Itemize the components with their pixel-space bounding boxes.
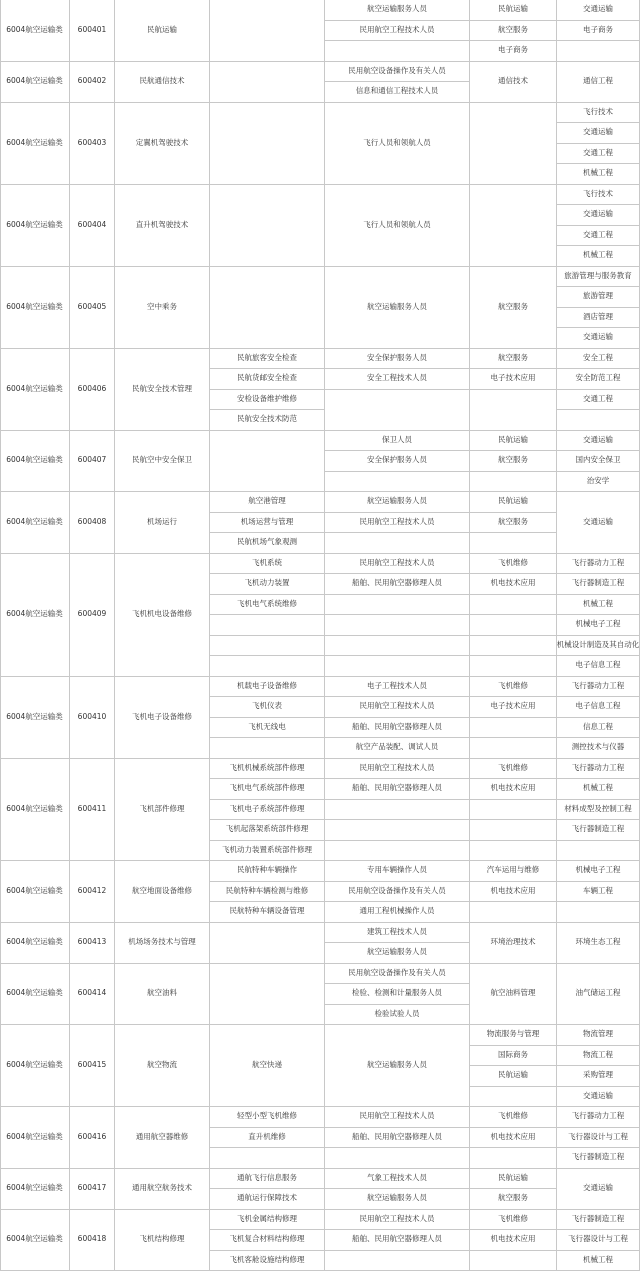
undergrad-major-cell: 采购管理 bbox=[557, 1066, 640, 1087]
category-cell: 6004航空运输类 bbox=[0, 1169, 70, 1210]
category-cell: 6004航空运输类 bbox=[0, 267, 70, 349]
secondary-major-cell bbox=[470, 820, 557, 841]
secondary-major-cell: 环境治理技术 bbox=[470, 923, 557, 964]
secondary-major-cell bbox=[470, 533, 557, 554]
secondary-major-cell: 民航运输 bbox=[470, 0, 557, 21]
major-code-cell: 600411 bbox=[70, 759, 115, 862]
major-code-cell: 600406 bbox=[70, 349, 115, 431]
category-cell: 6004航空运输类 bbox=[0, 964, 70, 1026]
occupation-cell bbox=[325, 636, 470, 657]
direction-cell: 飞机客舱设施结构修理 bbox=[210, 1251, 325, 1271]
undergrad-major-cell: 机械工程 bbox=[557, 779, 640, 800]
direction-cell bbox=[210, 103, 325, 185]
occupation-cell: 民用航空工程技术人员 bbox=[325, 1210, 470, 1231]
direction-cell: 航空快递 bbox=[210, 1025, 325, 1107]
undergrad-major-cell: 机械工程 bbox=[557, 164, 640, 185]
secondary-major-cell bbox=[470, 1148, 557, 1169]
secondary-major-cell: 民航运输 bbox=[470, 1066, 557, 1087]
occupation-cell bbox=[325, 533, 470, 554]
secondary-major-cell bbox=[470, 738, 557, 759]
secondary-major-cell: 国际商务 bbox=[470, 1046, 557, 1067]
undergrad-major-cell: 通信工程 bbox=[557, 62, 640, 103]
direction-cell: 飞机电气系统维修 bbox=[210, 595, 325, 616]
direction-cell: 民航旅客安全检查 bbox=[210, 349, 325, 370]
direction-cell: 飞机电子系统部件修理 bbox=[210, 800, 325, 821]
undergrad-major-cell: 飞行技术 bbox=[557, 185, 640, 206]
occupation-cell: 保卫人员 bbox=[325, 431, 470, 452]
secondary-major-cell: 飞机维修 bbox=[470, 554, 557, 575]
occupation-cell: 民用航空工程技术人员 bbox=[325, 554, 470, 575]
undergrad-major-cell: 飞行器动力工程 bbox=[557, 554, 640, 575]
direction-cell: 民航机场气象观测 bbox=[210, 533, 325, 554]
occupation-cell: 气象工程技术人员 bbox=[325, 1169, 470, 1190]
undergrad-major-cell: 交通运输 bbox=[557, 431, 640, 452]
direction-cell bbox=[210, 1148, 325, 1169]
occupation-cell: 船舶、民用航空器修理人员 bbox=[325, 1230, 470, 1251]
major-name-cell: 通用航空器维修 bbox=[115, 1107, 210, 1169]
occupation-cell bbox=[325, 472, 470, 493]
direction-cell bbox=[210, 923, 325, 964]
undergrad-major-cell: 物流管理 bbox=[557, 1025, 640, 1046]
undergrad-major-cell: 国内安全保卫 bbox=[557, 451, 640, 472]
secondary-major-cell bbox=[470, 718, 557, 739]
secondary-major-cell: 航空服务 bbox=[470, 349, 557, 370]
undergrad-major-cell: 电子信息工程 bbox=[557, 656, 640, 677]
secondary-major-cell bbox=[470, 595, 557, 616]
category-cell: 6004航空运输类 bbox=[0, 349, 70, 431]
direction-cell: 安检设备维护维修 bbox=[210, 390, 325, 411]
direction-cell: 飞机电气系统部件修理 bbox=[210, 779, 325, 800]
occupation-cell: 民用航空工程技术人员 bbox=[325, 759, 470, 780]
direction-cell bbox=[210, 62, 325, 103]
major-name-cell: 飞机电子设备维修 bbox=[115, 677, 210, 759]
occupation-cell bbox=[325, 1148, 470, 1169]
major-code-cell: 600405 bbox=[70, 267, 115, 349]
major-code-cell: 600416 bbox=[70, 1107, 115, 1169]
undergrad-major-cell: 机械设计制造及其自动化 bbox=[557, 636, 640, 657]
undergrad-major-cell: 飞行器制造工程 bbox=[557, 1148, 640, 1169]
occupation-cell: 检验、检测和计量服务人员 bbox=[325, 984, 470, 1005]
occupation-cell: 航空运输服务人员 bbox=[325, 0, 470, 21]
secondary-major-cell bbox=[470, 841, 557, 862]
secondary-major-cell bbox=[470, 902, 557, 923]
undergrad-major-cell: 旅游管理与服务教育 bbox=[557, 267, 640, 288]
direction-cell: 通航运行保障技术 bbox=[210, 1189, 325, 1210]
undergrad-major-cell: 酒店管理 bbox=[557, 308, 640, 329]
occupation-cell: 专用车辆操作人员 bbox=[325, 861, 470, 882]
major-name-cell: 机场运行 bbox=[115, 492, 210, 554]
major-code-cell: 600408 bbox=[70, 492, 115, 554]
undergrad-major-cell: 交通运输 bbox=[557, 1087, 640, 1108]
undergrad-major-cell: 飞行技术 bbox=[557, 103, 640, 124]
category-cell: 6004航空运输类 bbox=[0, 554, 70, 677]
occupation-cell: 民用航空设备操作及有关人员 bbox=[325, 882, 470, 903]
direction-cell bbox=[210, 738, 325, 759]
secondary-major-cell: 机电技术应用 bbox=[470, 1230, 557, 1251]
occupation-cell: 安全工程技术人员 bbox=[325, 369, 470, 390]
occupation-cell: 航空产品装配、调试人员 bbox=[325, 738, 470, 759]
direction-cell: 机场运营与管理 bbox=[210, 513, 325, 534]
major-name-cell: 空中乘务 bbox=[115, 267, 210, 349]
major-name-cell: 直升机驾驶技术 bbox=[115, 185, 210, 267]
secondary-major-cell: 飞机维修 bbox=[470, 1107, 557, 1128]
secondary-major-cell: 通信技术 bbox=[470, 62, 557, 103]
undergrad-major-cell: 物流工程 bbox=[557, 1046, 640, 1067]
direction-cell: 机载电子设备维修 bbox=[210, 677, 325, 698]
direction-cell bbox=[210, 656, 325, 677]
major-code-cell: 600415 bbox=[70, 1025, 115, 1107]
occupation-cell: 安全保护服务人员 bbox=[325, 451, 470, 472]
occupation-cell bbox=[325, 841, 470, 862]
category-cell: 6004航空运输类 bbox=[0, 861, 70, 923]
secondary-major-cell: 电子商务 bbox=[470, 41, 557, 62]
secondary-major-cell bbox=[470, 185, 557, 267]
occupation-cell: 通用工程机械操作人员 bbox=[325, 902, 470, 923]
category-cell: 6004航空运输类 bbox=[0, 62, 70, 103]
category-cell: 6004航空运输类 bbox=[0, 1107, 70, 1169]
occupation-cell: 船舶、民用航空器修理人员 bbox=[325, 574, 470, 595]
direction-cell: 飞机动力装置 bbox=[210, 574, 325, 595]
secondary-major-cell: 汽车运用与维修 bbox=[470, 861, 557, 882]
undergrad-major-cell: 飞行器制造工程 bbox=[557, 574, 640, 595]
occupation-cell: 电子工程技术人员 bbox=[325, 677, 470, 698]
secondary-major-cell bbox=[470, 1087, 557, 1108]
secondary-major-cell bbox=[470, 656, 557, 677]
major-name-cell: 民航安全技术管理 bbox=[115, 349, 210, 431]
secondary-major-cell: 物流服务与管理 bbox=[470, 1025, 557, 1046]
secondary-major-cell bbox=[470, 390, 557, 431]
direction-cell: 飞机起落架系统部件修理 bbox=[210, 820, 325, 841]
direction-cell bbox=[210, 615, 325, 636]
major-name-cell: 民航通信技术 bbox=[115, 62, 210, 103]
secondary-major-cell: 航空油料管理 bbox=[470, 964, 557, 1026]
direction-cell: 轻型小型飞机维修 bbox=[210, 1107, 325, 1128]
secondary-major-cell: 机电技术应用 bbox=[470, 1128, 557, 1149]
occupation-cell bbox=[325, 615, 470, 636]
secondary-major-cell: 民航运输 bbox=[470, 492, 557, 513]
occupation-cell: 民用航空工程技术人员 bbox=[325, 1107, 470, 1128]
major-code-cell: 600403 bbox=[70, 103, 115, 185]
secondary-major-cell bbox=[470, 636, 557, 657]
secondary-major-cell: 民航运输 bbox=[470, 431, 557, 452]
occupation-cell: 飞行人员和领航人员 bbox=[325, 185, 470, 267]
major-name-cell: 航空地面设备维修 bbox=[115, 861, 210, 923]
major-code-cell: 600412 bbox=[70, 861, 115, 923]
direction-cell bbox=[210, 0, 325, 62]
undergrad-major-cell: 飞行器动力工程 bbox=[557, 1107, 640, 1128]
major-code-cell: 600418 bbox=[70, 1210, 115, 1271]
occupation-cell: 民用航空工程技术人员 bbox=[325, 21, 470, 42]
category-cell: 6004航空运输类 bbox=[0, 677, 70, 759]
occupation-cell: 民用航空工程技术人员 bbox=[325, 513, 470, 534]
direction-cell: 民航安全技术防范 bbox=[210, 410, 325, 431]
occupation-cell: 信息和通信工程技术人员 bbox=[325, 82, 470, 103]
occupation-cell: 航空运输服务人员 bbox=[325, 1189, 470, 1210]
occupation-cell: 船舶、民用航空器修理人员 bbox=[325, 1128, 470, 1149]
major-name-cell: 航空物流 bbox=[115, 1025, 210, 1107]
undergrad-major-cell: 机械电子工程 bbox=[557, 615, 640, 636]
undergrad-major-cell: 电子商务 bbox=[557, 21, 640, 42]
occupation-cell bbox=[325, 595, 470, 616]
undergrad-major-cell: 信息工程 bbox=[557, 718, 640, 739]
undergrad-major-cell: 机械电子工程 bbox=[557, 861, 640, 882]
undergrad-major-cell: 交通运输 bbox=[557, 205, 640, 226]
major-name-cell: 飞机部件修理 bbox=[115, 759, 210, 862]
category-cell: 6004航空运输类 bbox=[0, 103, 70, 185]
undergrad-major-cell bbox=[557, 41, 640, 62]
undergrad-major-cell: 交通运输 bbox=[557, 492, 640, 554]
undergrad-major-cell: 交通运输 bbox=[557, 1169, 640, 1210]
secondary-major-cell bbox=[470, 1251, 557, 1271]
major-name-cell: 民航空中安全保卫 bbox=[115, 431, 210, 493]
undergrad-major-cell bbox=[557, 841, 640, 862]
occupation-cell bbox=[325, 390, 470, 431]
major-name-cell: 航空油料 bbox=[115, 964, 210, 1026]
direction-cell bbox=[210, 267, 325, 349]
occupation-cell: 检验试验人员 bbox=[325, 1005, 470, 1026]
undergrad-major-cell: 安全防范工程 bbox=[557, 369, 640, 390]
undergrad-major-cell: 机械工程 bbox=[557, 1251, 640, 1271]
undergrad-major-cell: 机械工程 bbox=[557, 595, 640, 616]
undergrad-major-cell: 交通工程 bbox=[557, 144, 640, 165]
undergrad-major-cell: 材料成型及控制工程 bbox=[557, 800, 640, 821]
undergrad-major-cell: 飞行器动力工程 bbox=[557, 759, 640, 780]
occupation-cell: 航空运输服务人员 bbox=[325, 1025, 470, 1107]
undergrad-major-cell: 旅游管理 bbox=[557, 287, 640, 308]
secondary-major-cell bbox=[470, 615, 557, 636]
major-name-cell: 民航运输 bbox=[115, 0, 210, 62]
undergrad-major-cell: 环境生态工程 bbox=[557, 923, 640, 964]
secondary-major-cell: 机电技术应用 bbox=[470, 779, 557, 800]
major-code-cell: 600407 bbox=[70, 431, 115, 493]
direction-cell: 航空港管理 bbox=[210, 492, 325, 513]
secondary-major-cell: 航空服务 bbox=[470, 451, 557, 472]
major-code-cell: 600410 bbox=[70, 677, 115, 759]
undergrad-major-cell: 治安学 bbox=[557, 472, 640, 493]
direction-cell: 飞机机械系统部件修理 bbox=[210, 759, 325, 780]
secondary-major-cell: 航空服务 bbox=[470, 1189, 557, 1210]
direction-cell: 飞机复合材料结构修理 bbox=[210, 1230, 325, 1251]
occupation-cell: 船舶、民用航空器修理人员 bbox=[325, 718, 470, 739]
direction-cell: 飞机动力装置系统部件修理 bbox=[210, 841, 325, 862]
occupation-cell: 民用航空设备操作及有关人员 bbox=[325, 964, 470, 985]
direction-cell: 飞机系统 bbox=[210, 554, 325, 575]
secondary-major-cell: 电子技术应用 bbox=[470, 697, 557, 718]
secondary-major-cell: 机电技术应用 bbox=[470, 574, 557, 595]
secondary-major-cell bbox=[470, 800, 557, 821]
secondary-major-cell: 民航运输 bbox=[470, 1169, 557, 1190]
occupation-cell bbox=[325, 800, 470, 821]
major-code-cell: 600402 bbox=[70, 62, 115, 103]
occupation-cell: 航空运输服务人员 bbox=[325, 267, 470, 349]
occupation-cell: 航空运输服务人员 bbox=[325, 943, 470, 964]
secondary-major-cell: 飞机维修 bbox=[470, 1210, 557, 1231]
occupation-cell bbox=[325, 1251, 470, 1271]
direction-cell: 飞机仪表 bbox=[210, 697, 325, 718]
undergrad-major-cell: 飞行器设计与工程 bbox=[557, 1128, 640, 1149]
undergrad-major-cell: 安全工程 bbox=[557, 349, 640, 370]
category-cell: 6004航空运输类 bbox=[0, 759, 70, 862]
undergrad-major-cell: 交通运输 bbox=[557, 328, 640, 349]
secondary-major-cell: 电子技术应用 bbox=[470, 369, 557, 390]
occupation-cell: 安全保护服务人员 bbox=[325, 349, 470, 370]
direction-cell: 飞机无线电 bbox=[210, 718, 325, 739]
occupation-cell: 建筑工程技术人员 bbox=[325, 923, 470, 944]
undergrad-major-cell: 飞行器动力工程 bbox=[557, 677, 640, 698]
occupation-cell: 民用航空工程技术人员 bbox=[325, 697, 470, 718]
category-cell: 6004航空运输类 bbox=[0, 0, 70, 62]
direction-cell: 民航特种车辆设备管理 bbox=[210, 902, 325, 923]
category-cell: 6004航空运输类 bbox=[0, 185, 70, 267]
major-name-cell: 定翼机驾驶技术 bbox=[115, 103, 210, 185]
undergrad-major-cell: 飞行器制造工程 bbox=[557, 1210, 640, 1231]
direction-cell: 民航特种车辆操作 bbox=[210, 861, 325, 882]
secondary-major-cell: 机电技术应用 bbox=[470, 882, 557, 903]
direction-cell bbox=[210, 636, 325, 657]
major-name-cell: 飞机机电设备维修 bbox=[115, 554, 210, 677]
undergrad-major-cell bbox=[557, 410, 640, 431]
direction-cell: 直升机维修 bbox=[210, 1128, 325, 1149]
category-cell: 6004航空运输类 bbox=[0, 492, 70, 554]
major-code-cell: 600414 bbox=[70, 964, 115, 1026]
occupation-cell: 民用航空设备操作及有关人员 bbox=[325, 62, 470, 83]
major-code-cell: 600409 bbox=[70, 554, 115, 677]
undergrad-major-cell: 测控技术与仪器 bbox=[557, 738, 640, 759]
category-cell: 6004航空运输类 bbox=[0, 923, 70, 964]
secondary-major-cell: 航空服务 bbox=[470, 21, 557, 42]
undergrad-major-cell: 交通运输 bbox=[557, 0, 640, 21]
direction-cell bbox=[210, 185, 325, 267]
category-cell: 6004航空运输类 bbox=[0, 1210, 70, 1271]
major-name-cell: 机场场务技术与管理 bbox=[115, 923, 210, 964]
undergrad-major-cell: 交通工程 bbox=[557, 226, 640, 247]
secondary-major-cell: 航空服务 bbox=[470, 267, 557, 349]
direction-cell: 飞机金属结构修理 bbox=[210, 1210, 325, 1231]
major-code-cell: 600417 bbox=[70, 1169, 115, 1210]
occupation-cell bbox=[325, 41, 470, 62]
occupation-cell: 飞行人员和领航人员 bbox=[325, 103, 470, 185]
major-code-cell: 600401 bbox=[70, 0, 115, 62]
occupation-cell: 航空运输服务人员 bbox=[325, 492, 470, 513]
secondary-major-cell: 飞机维修 bbox=[470, 677, 557, 698]
direction-cell: 民航货邮安全检查 bbox=[210, 369, 325, 390]
occupation-cell: 船舶、民用航空器修理人员 bbox=[325, 779, 470, 800]
secondary-major-cell bbox=[470, 472, 557, 493]
major-code-cell: 600413 bbox=[70, 923, 115, 964]
undergrad-major-cell bbox=[557, 902, 640, 923]
major-name-cell: 飞机结构修理 bbox=[115, 1210, 210, 1271]
direction-cell bbox=[210, 431, 325, 493]
category-cell: 6004航空运输类 bbox=[0, 431, 70, 493]
direction-cell bbox=[210, 964, 325, 1026]
secondary-major-cell bbox=[470, 103, 557, 185]
undergrad-major-cell: 交通工程 bbox=[557, 390, 640, 411]
direction-cell: 通航飞行信息服务 bbox=[210, 1169, 325, 1190]
category-cell: 6004航空运输类 bbox=[0, 1025, 70, 1107]
secondary-major-cell: 飞机维修 bbox=[470, 759, 557, 780]
undergrad-major-cell: 电子信息工程 bbox=[557, 697, 640, 718]
undergrad-major-cell: 油气储运工程 bbox=[557, 964, 640, 1026]
major-code-cell: 600404 bbox=[70, 185, 115, 267]
undergrad-major-cell: 机械工程 bbox=[557, 246, 640, 267]
direction-cell: 民航特种车辆检测与维修 bbox=[210, 882, 325, 903]
undergrad-major-cell: 车辆工程 bbox=[557, 882, 640, 903]
undergrad-major-cell: 交通运输 bbox=[557, 123, 640, 144]
occupation-cell bbox=[325, 820, 470, 841]
secondary-major-cell: 航空服务 bbox=[470, 513, 557, 534]
undergrad-major-cell: 飞行器设计与工程 bbox=[557, 1230, 640, 1251]
occupation-cell bbox=[325, 656, 470, 677]
major-name-cell: 通用航空航务技术 bbox=[115, 1169, 210, 1210]
undergrad-major-cell: 飞行器制造工程 bbox=[557, 820, 640, 841]
